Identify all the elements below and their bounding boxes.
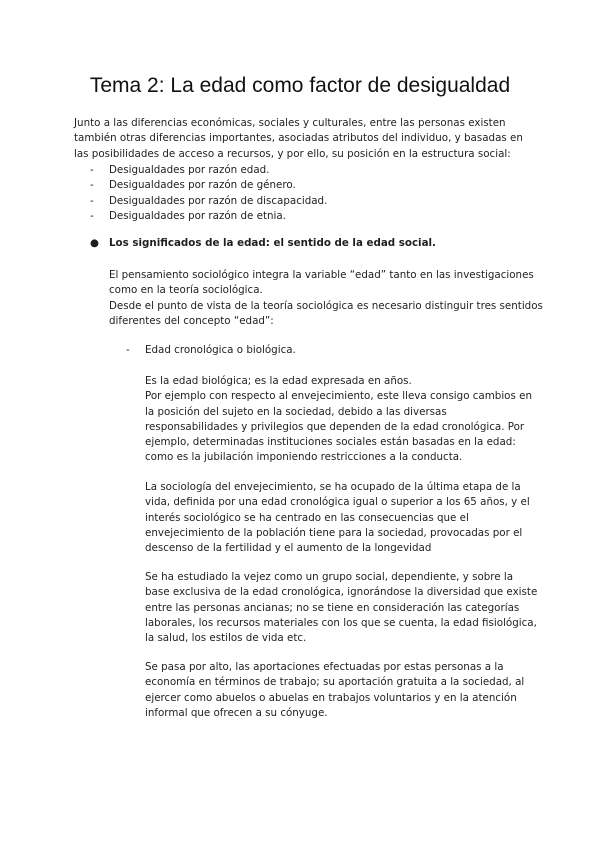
subitem-label: Edad cronológica o biológica. bbox=[145, 344, 296, 356]
subitem-chronological-age bbox=[126, 343, 296, 358]
paragraph-sociology-aging bbox=[145, 480, 540, 556]
section-heading-text: Los significados de la edad: el sentido de la edad social. bbox=[109, 237, 436, 249]
bullet-icon: ● bbox=[90, 237, 99, 249]
intro-text: Junto a las diferencias económicas, sociales y culturales, entre las personas existen también otras diferencias importantes, asociadas atributos del individuo, y basadas en las posibilidades de acceso a recursos, y por ello, su posición en la estructura social: bbox=[74, 117, 523, 160]
paragraph-old-age-group bbox=[145, 570, 540, 646]
section-heading bbox=[90, 236, 436, 251]
list-item: - Desigualdades por razón edad. bbox=[90, 163, 327, 178]
list-item: - Desigualdades por razón de discapacidad. bbox=[90, 194, 327, 209]
paragraph-text: Se pasa por alto, las aportaciones efectuadas por estas personas a la economía en términos de trabajo; su aportación gratuita a la sociedad, al ejercer como abuelos o abuelas en trabajos voluntarios y en la atención informal que ofrecen a su cónyuge. bbox=[145, 661, 525, 719]
page-title: Tema 2: La edad como factor de desigualdad bbox=[89, 74, 511, 97]
paragraph-text: La sociología del envejecimiento, se ha ocupado de la última etapa de la vida, definida por una edad cronológica igual o superior a los 65 años, y el interés sociológico se ha centrado en las consecuencias que el envejecimiento de la población tiene para la sociedad, provocadas por el descenso de la fertilidad y el aumento de la longevidad bbox=[145, 481, 530, 555]
inequality-list bbox=[90, 163, 327, 224]
list-item: - Desigualdades por razón de etnia. bbox=[90, 209, 327, 224]
paragraph-line: Es la edad biológica; es la edad expresada en años. bbox=[145, 375, 412, 387]
section-intro-paragraph bbox=[109, 268, 549, 329]
paragraph-line: Por ejemplo con respecto al envejecimiento, este lleva consigo cambios en la posición del sujeto en la sociedad, debido a las diversas responsabilidades y privilegios que dependen de la edad cronológica. Por ejemplo, determinadas instituciones sociales están basadas en la edad: como es la jubilación imponiendo restricciones a la conducta. bbox=[145, 390, 532, 464]
paragraph-contributions bbox=[145, 660, 540, 721]
list-item: - Desigualdades por razón de género. bbox=[90, 178, 327, 193]
intro-paragraph bbox=[74, 116, 534, 162]
paragraph-text: Se ha estudiado la vejez como un grupo social, dependiente, y sobre la base exclusiva de la edad cronológica, ignorándose la diversidad que existe entre las personas ancianas; no se tiene en consideración las categorías laborales, los recursos materiales con los que se cuenta, la edad fisiológica, la salud, los estilos de vida etc. bbox=[145, 571, 538, 645]
section-intro-line: Desde el punto de vista de la teoría sociológica es necesario distinguir tres sentidos diferentes del concepto “edad”: bbox=[109, 299, 543, 327]
section-intro-line: El pensamiento sociológico integra la variable “edad” tanto en las investigaciones como en la teoría sociológica. bbox=[109, 269, 534, 297]
paragraph-biological-age bbox=[145, 374, 540, 466]
dash-icon: - bbox=[126, 344, 130, 356]
